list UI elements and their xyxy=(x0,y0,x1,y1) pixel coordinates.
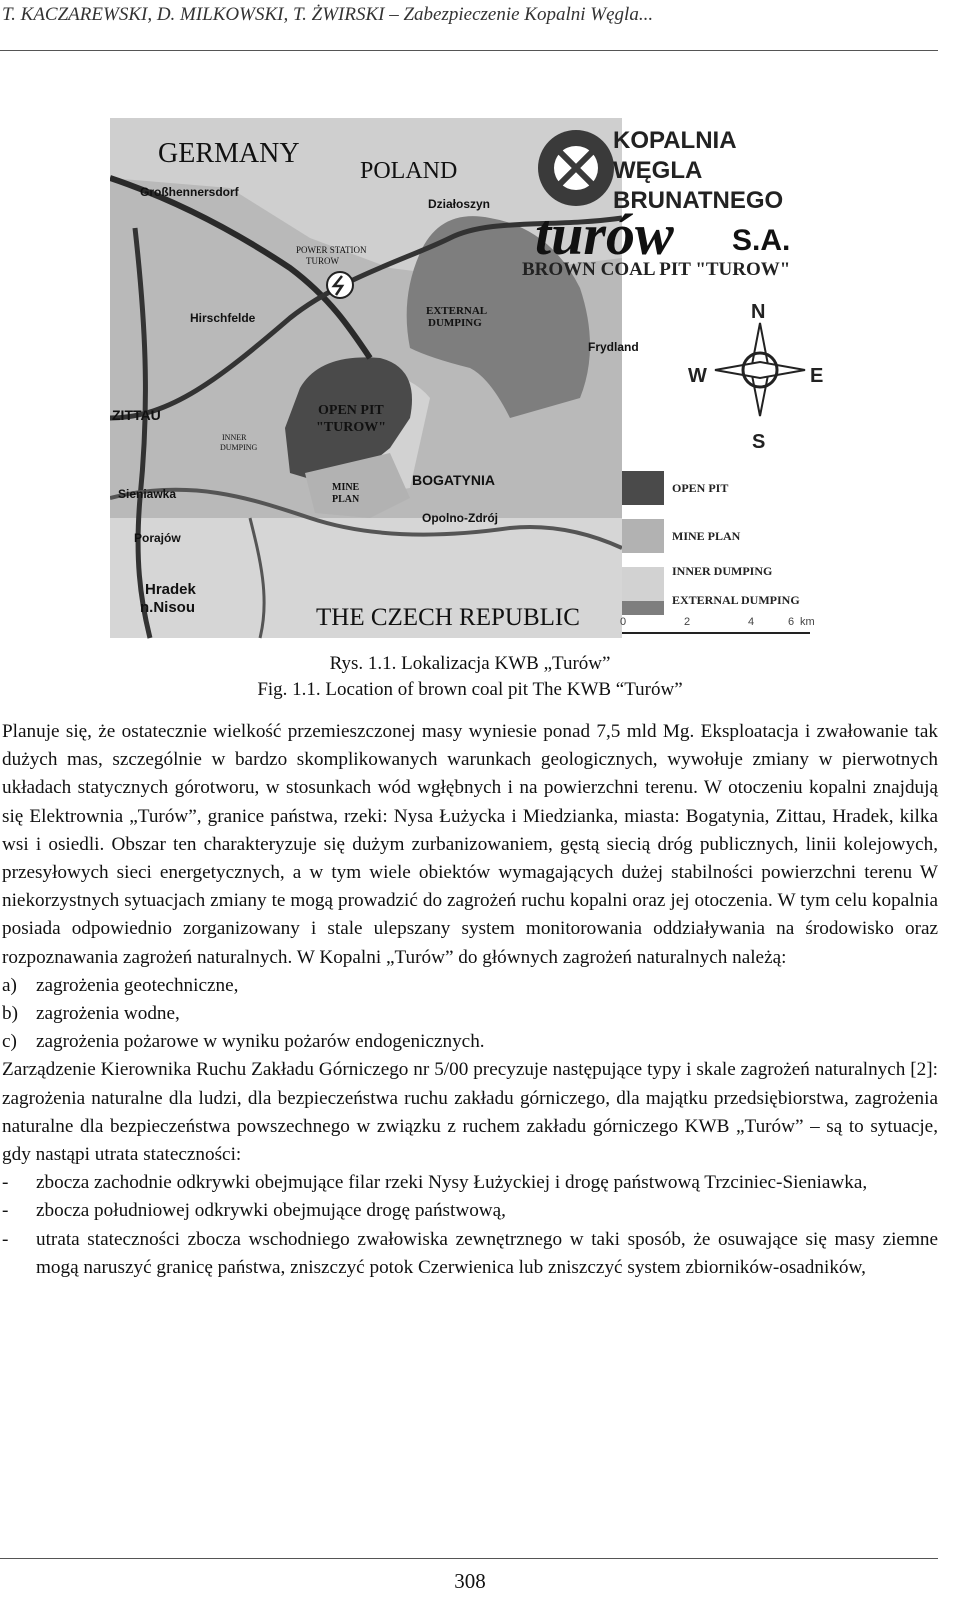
legend-label-mine-plan: MINE PLAN xyxy=(672,529,741,543)
scale-tick-6: 6 xyxy=(788,616,795,628)
label-power-station-1: POWER STATION xyxy=(296,245,367,255)
legend-swatch-inner-dumping xyxy=(622,567,664,601)
hazard-list xyxy=(2,972,938,1057)
label-opolno: Opolno-Zdrój xyxy=(422,511,498,525)
logo xyxy=(522,127,790,280)
list-marker: - xyxy=(2,1200,9,1222)
list-marker: - xyxy=(2,1228,9,1250)
legend-label-external-dumping: EXTERNAL DUMPING xyxy=(672,593,800,607)
list-text: zagrożenia pożarowe w wyniku pożarów endogenicznych. xyxy=(36,1031,485,1053)
scale-unit: km xyxy=(800,616,815,628)
logo-subtitle: BROWN COAL PIT "TUROW" xyxy=(522,259,791,280)
compass-s: S xyxy=(752,431,766,453)
legend-label-inner-dumping: INNER DUMPING xyxy=(672,564,773,578)
label-power-station-2: TUROW xyxy=(306,256,339,266)
body-text xyxy=(2,718,938,1282)
compass-n: N xyxy=(751,301,766,323)
figure-caption-pl: Rys. 1.1. Lokalizacja KWB „Turów” xyxy=(329,653,611,674)
figure-caption-en: Fig. 1.1. Location of brown coal pit The KWB “Turów” xyxy=(257,679,683,700)
label-poland: POLAND xyxy=(360,158,458,184)
label-bogatynia: BOGATYNIA xyxy=(412,472,495,488)
logo-line2: WĘGLA xyxy=(613,157,703,184)
list-marker: a) xyxy=(2,974,17,996)
list-text: utrata stateczności zbocza wschodniego zwałowiska zewnętrznego w taki sposób, że osuwające się masy ziemne mogą naruszyć granicę państwa, zniszczyć potok Czerwienica lub zniszczyć system zbiorników-osadników, xyxy=(36,1228,938,1278)
list-text: zagrożenia geotechniczne, xyxy=(36,974,239,996)
label-zittau: ZITTAU xyxy=(112,407,161,423)
list-text: zbocza południowej odkrywki obejmujące drogę państwową, xyxy=(36,1200,506,1222)
list-marker: b) xyxy=(2,1003,18,1025)
list-item xyxy=(2,972,938,1000)
legend-label-open-pit: OPEN PIT xyxy=(672,481,729,495)
label-hirschfelde: Hirschfelde xyxy=(190,311,256,325)
list-item xyxy=(2,1169,938,1197)
label-open-pit-1: OPEN PIT xyxy=(318,403,384,418)
label-open-pit-2: "TUROW" xyxy=(316,420,386,435)
logo-brand: turów xyxy=(535,202,674,267)
scale-tick-2: 2 xyxy=(684,616,691,628)
header-rule xyxy=(0,50,938,51)
label-inner-dumping-2: DUMPING xyxy=(220,443,258,452)
label-porajow: Porajów xyxy=(134,531,181,545)
label-hradek-2: n.Nisou xyxy=(140,599,195,616)
legend xyxy=(622,471,800,615)
list-marker: c) xyxy=(2,1031,17,1053)
compass-e: E xyxy=(810,365,824,387)
logo-line1: KOPALNIA xyxy=(613,127,737,154)
label-sieniawka: Sieniawka xyxy=(118,487,177,501)
logo-line3: BRUNATNEGO xyxy=(613,187,784,214)
label-mine-plan-1: MINE xyxy=(332,482,360,493)
scale-tick-4: 4 xyxy=(748,616,755,628)
label-inner-dumping-1: INNER xyxy=(222,433,247,442)
label-external-dumping-2: DUMPING xyxy=(428,317,482,329)
label-grosshennersdorf: Großhennersdorf xyxy=(140,185,239,199)
label-hradek-1: Hradek xyxy=(145,581,196,598)
label-germany: GERMANY xyxy=(158,138,300,169)
list-item xyxy=(2,1197,938,1225)
list-marker: - xyxy=(2,1172,9,1194)
label-mine-plan-2: PLAN xyxy=(332,494,360,505)
scale-bar xyxy=(620,616,815,633)
list-text: zbocza zachodnie odkrywki obejmujące filar rzeki Nysy Łużyckiej i drogę państwową Trzciniec-Sieniawka, xyxy=(36,1172,868,1194)
map-svg xyxy=(110,118,940,642)
stability-list xyxy=(2,1169,938,1282)
list-item xyxy=(2,1028,938,1056)
figure-map xyxy=(110,118,940,642)
list-item xyxy=(2,1000,938,1028)
legend-swatch-mine-plan xyxy=(622,519,664,553)
scale-tick-0: 0 xyxy=(620,616,627,628)
footer-rule xyxy=(0,1558,938,1559)
compass-needle-we xyxy=(715,362,805,378)
logo-brand-suffix: S.A. xyxy=(732,224,791,257)
legend-swatch-external-dumping xyxy=(622,601,664,615)
paragraph-1: Planuje się, że ostatecznie wielkość przemieszczonej masy wyniesie ponad 7,5 mld Mg. Eksploatacja i zwałowanie tak dużych mas, szczególnie w bardzo skomplikowanych warunkach geologicznych, wywołuje zmiany w pierwotnych układach statycznych górotworu, w stosunkach wód wgłębnych i na powierzchni terenu. W otoczeniu kopalni znajdują się Elektrownia „Turów”, granice państwa, rzeki: Nysa Łużycka i Miedzianka, miasta: Bogatynia, Zittau, Hradek, kilka wsi i osiedli. Obszar ten charakteryzuje się dużym zurbanizowaniem, gęstą siecią dróg publicznych, linii kolejowych, przesyłowych sieci energetycznych, a w tym wiele obiektów wymagających dużej stabilności powierzchni terenu W niekorzystnych sytuacjach zmiany te mogą prowadzić do zagrożeń ruchu kopalni oraz jej otoczenia. W tym celu kopalnia posiada odpowiednio zorganizowany i stale ulepszany system monitorowania oddziaływania na środowisko oraz rozpoznawania zagrożeń naturalnych. W Kopalni „Turów” do głównych zagrożeń naturalnych należą: xyxy=(2,721,938,968)
label-external-dumping-1: EXTERNAL xyxy=(426,305,488,317)
compass-w: W xyxy=(688,365,707,387)
paragraph-2: Zarządzenie Kierownika Ruchu Zakładu Górniczego nr 5/00 precyzuje następujące typy i skale zagrożeń naturalnych [2]: zagrożenia naturalne dla ludzi, dla bezpieczeństwa ruchu zakładu górniczego, dla majątku przedsiębiorstwa, zagrożenia naturalne dla bezpieczeństwa powszechnego w związku z ruchem zakładu górniczego KWB „Turów” – są to sytuacje, gdy nastąpi utrata stateczności: xyxy=(2,1059,938,1166)
label-dzialoszyn: Działoszyn xyxy=(428,197,491,211)
label-czech-republic: THE CZECH REPUBLIC xyxy=(316,604,580,631)
list-text: zagrożenia wodne, xyxy=(36,1003,180,1025)
page-number: 308 xyxy=(454,1569,486,1593)
running-header: T. KACZAREWSKI, D. MILKOWSKI, T. ŻWIRSKI – Zabezpieczenie Kopalni Węgla... xyxy=(2,4,654,25)
label-frydland: Frydland xyxy=(588,340,639,354)
compass xyxy=(688,301,823,453)
legend-swatch-open-pit xyxy=(622,471,664,505)
list-item xyxy=(2,1226,938,1282)
